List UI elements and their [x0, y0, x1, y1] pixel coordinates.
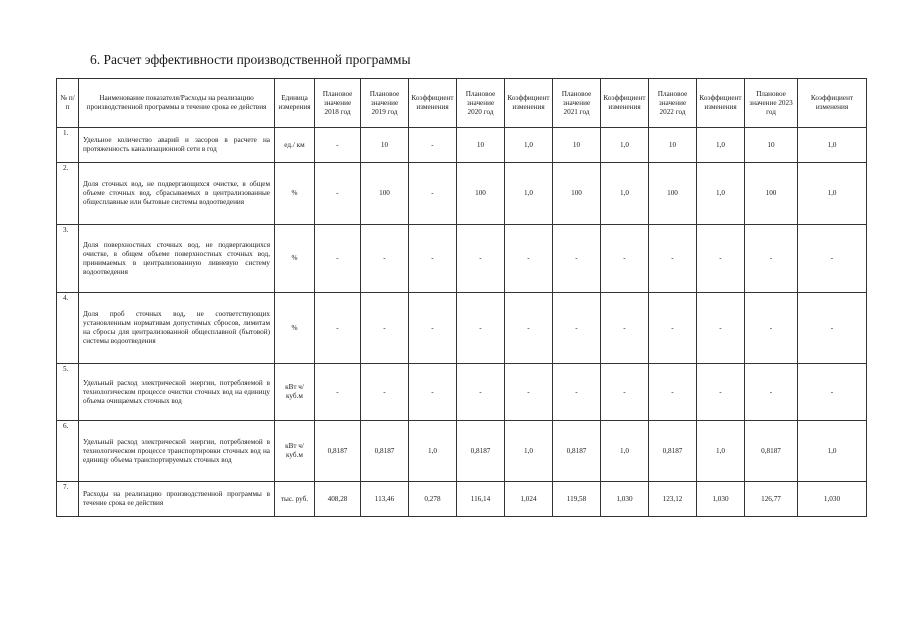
row-num: 5. [57, 364, 79, 421]
cell-plan-2023: 10 [745, 128, 798, 163]
cell-plan-2023: 0,8187 [745, 421, 798, 482]
row-num: 3. [57, 225, 79, 293]
table-row [57, 364, 867, 421]
cell-plan-2018: - [315, 225, 361, 293]
cell-plan-2020: - [457, 364, 505, 421]
row-unit: тыс. руб. [275, 482, 315, 517]
row-num: 2. [57, 163, 79, 225]
cell-plan-2019: 0,8187 [361, 421, 409, 482]
cell-plan-2022: 100 [649, 163, 697, 225]
col-header-coef-2023: Коэффициент изменения [798, 79, 867, 128]
cell-coef-2019: 0,278 [409, 482, 457, 517]
cell-plan-2018: - [315, 293, 361, 364]
col-header-coef-2022: Коэффициент изменения [697, 79, 745, 128]
table-row [57, 128, 867, 163]
row-name: Удельный расход электрической энергии, потребляемой в технологическом процессе транспортировки сточных вод на единицу объема транспортируемых сточных вод [79, 421, 275, 482]
cell-coef-2023: 1,0 [798, 128, 867, 163]
cell-coef-2021: 1,0 [601, 163, 649, 225]
cell-coef-2019: - [409, 163, 457, 225]
cell-plan-2019: 100 [361, 163, 409, 225]
row-unit: % [275, 225, 315, 293]
cell-plan-2019: - [361, 293, 409, 364]
cell-coef-2022: 1,0 [697, 421, 745, 482]
col-header-plan-2022: Плановое значение 2022 год [649, 79, 697, 128]
cell-coef-2021: 1,030 [601, 482, 649, 517]
cell-coef-2019: - [409, 225, 457, 293]
table-row [57, 482, 867, 517]
row-name: Удельный расход электрической энергии, потребляемой в технологическом процессе очистки сточных вод на единицу объема очищаемых сточных вод [79, 364, 275, 421]
cell-coef-2022: 1,0 [697, 163, 745, 225]
table-row [57, 421, 867, 482]
row-num: 6. [57, 421, 79, 482]
col-header-coef-2021: Коэффициент изменения [601, 79, 649, 128]
cell-plan-2021: - [553, 293, 601, 364]
row-name: Расходы на реализацию производственной программы в течение срока ее действия [79, 482, 275, 517]
cell-coef-2019: - [409, 293, 457, 364]
cell-coef-2023: 1,0 [798, 163, 867, 225]
cell-coef-2022: 1,0 [697, 128, 745, 163]
col-header-plan-2021: Плановое значение 2021 год [553, 79, 601, 128]
row-unit: % [275, 293, 315, 364]
col-header-coef-2020: Коэффициент изменения [505, 79, 553, 128]
cell-plan-2018: 0,8187 [315, 421, 361, 482]
cell-coef-2020: 1,0 [505, 163, 553, 225]
table-row [57, 163, 867, 225]
col-header-num: № п/п [57, 79, 79, 128]
cell-coef-2022: 1,030 [697, 482, 745, 517]
cell-plan-2020: 10 [457, 128, 505, 163]
row-num: 1. [57, 128, 79, 163]
cell-plan-2021: 0,8187 [553, 421, 601, 482]
cell-coef-2023: - [798, 364, 867, 421]
cell-plan-2023: 100 [745, 163, 798, 225]
row-unit: ед./ км [275, 128, 315, 163]
cell-plan-2023: - [745, 293, 798, 364]
cell-plan-2022: 10 [649, 128, 697, 163]
cell-plan-2019: - [361, 225, 409, 293]
row-unit: кВт ч/куб.м [275, 421, 315, 482]
cell-plan-2022: 0,8187 [649, 421, 697, 482]
row-name: Доля сточных вод, не подвергающихся очистке, в общем объеме сточных вод, сбрасываемых в централизованные общесплавные или бытовые системы водоотведения [79, 163, 275, 225]
cell-plan-2023: - [745, 364, 798, 421]
cell-coef-2023: - [798, 225, 867, 293]
cell-plan-2019: - [361, 364, 409, 421]
cell-plan-2019: 10 [361, 128, 409, 163]
cell-plan-2020: 116,14 [457, 482, 505, 517]
cell-coef-2021: - [601, 364, 649, 421]
cell-plan-2023: - [745, 225, 798, 293]
cell-plan-2018: - [315, 163, 361, 225]
table-row [57, 293, 867, 364]
cell-plan-2022: 123,12 [649, 482, 697, 517]
cell-plan-2021: 100 [553, 163, 601, 225]
row-num: 4. [57, 293, 79, 364]
col-header-plan-2019: Плановое значение 2019 год [361, 79, 409, 128]
cell-coef-2019: 1,0 [409, 421, 457, 482]
cell-plan-2018: 408,28 [315, 482, 361, 517]
cell-plan-2023: 126,77 [745, 482, 798, 517]
row-unit: % [275, 163, 315, 225]
cell-coef-2019: - [409, 128, 457, 163]
cell-plan-2019: 113,46 [361, 482, 409, 517]
col-header-coef-2019: Коэффициент изменения [409, 79, 457, 128]
cell-coef-2023: - [798, 293, 867, 364]
row-name: Удельное количество аварий и засоров в расчете на протяженность канализационной сети в год [79, 128, 275, 163]
row-name: Доля проб сточных вод, не соответствующих установленным нормативам допустимых сбросов, лимитам на сбросы для централизованной общесплавной (бытовой) системы водоотведения [79, 293, 275, 364]
efficiency-table [56, 78, 867, 517]
cell-plan-2022: - [649, 293, 697, 364]
cell-coef-2020: - [505, 364, 553, 421]
col-header-plan-2023: Плановое значение 2023 год [745, 79, 798, 128]
cell-plan-2021: - [553, 364, 601, 421]
cell-plan-2018: - [315, 364, 361, 421]
cell-coef-2020: 1,0 [505, 128, 553, 163]
cell-coef-2020: 1,024 [505, 482, 553, 517]
cell-plan-2021: 10 [553, 128, 601, 163]
cell-plan-2021: - [553, 225, 601, 293]
cell-plan-2020: - [457, 225, 505, 293]
cell-coef-2021: 1,0 [601, 128, 649, 163]
document-title: 6. Расчет эффективности производственной программы [90, 52, 411, 67]
col-header-plan-2018: Плановое значение 2018 год [315, 79, 361, 128]
cell-coef-2021: 1,0 [601, 421, 649, 482]
col-header-plan-2020: Плановое значение 2020 год [457, 79, 505, 128]
cell-coef-2022: - [697, 364, 745, 421]
cell-plan-2020: - [457, 293, 505, 364]
col-header-unit: Единица измерения [275, 79, 315, 128]
row-num: 7. [57, 482, 79, 517]
cell-plan-2020: 100 [457, 163, 505, 225]
cell-coef-2020: - [505, 225, 553, 293]
row-name: Доля поверхностных сточных вод, не подвергающихся очистке, в общем объеме поверхностных сточных вод, принимаемых в централизованную ливневую систему водоотведения [79, 225, 275, 293]
col-header-name: Наименование показателя/Расходы на реализацию производственной программы в течение срока ее действия [79, 79, 275, 128]
table-row [57, 225, 867, 293]
cell-coef-2023: 1,030 [798, 482, 867, 517]
cell-plan-2018: - [315, 128, 361, 163]
cell-coef-2023: 1,0 [798, 421, 867, 482]
cell-coef-2020: 1,0 [505, 421, 553, 482]
cell-coef-2019: - [409, 364, 457, 421]
cell-plan-2020: 0,8187 [457, 421, 505, 482]
cell-plan-2022: - [649, 225, 697, 293]
table-header-row [57, 79, 867, 128]
cell-coef-2021: - [601, 293, 649, 364]
cell-coef-2022: - [697, 293, 745, 364]
cell-plan-2021: 119,58 [553, 482, 601, 517]
cell-coef-2022: - [697, 225, 745, 293]
row-unit: кВт ч/куб.м [275, 364, 315, 421]
cell-coef-2020: - [505, 293, 553, 364]
cell-coef-2021: - [601, 225, 649, 293]
cell-plan-2022: - [649, 364, 697, 421]
